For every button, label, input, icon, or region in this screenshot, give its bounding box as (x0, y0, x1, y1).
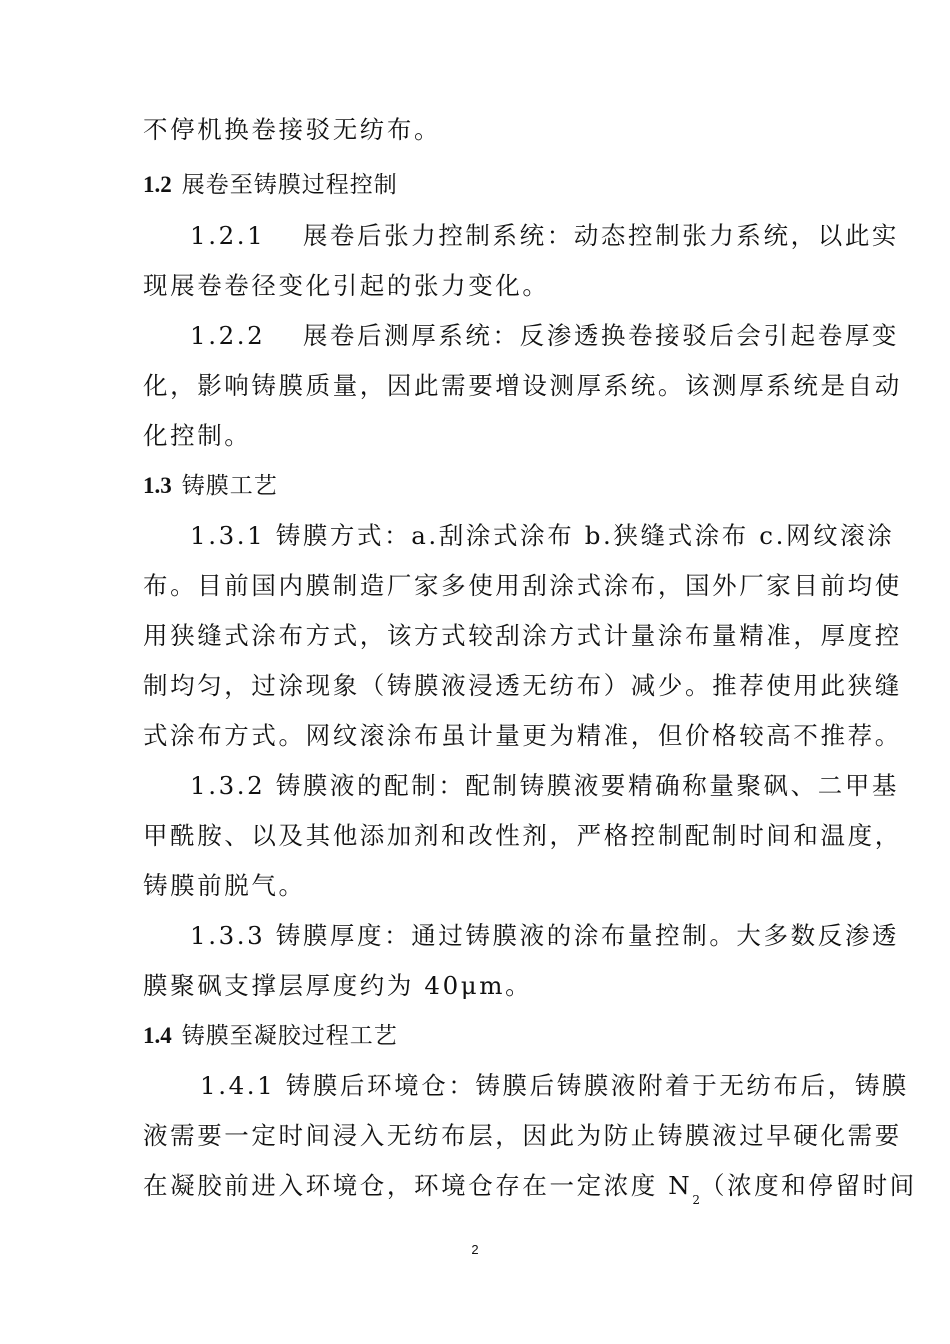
paragraph-line: 1.2.1 展卷后张力控制系统：动态控制张力系统，以此实 (190, 221, 900, 250)
page-number: 2 (471, 1242, 479, 1257)
paragraph-line: 化，影响铸膜质量，因此需要增设测厚系统。该测厚系统是自动 (143, 371, 902, 400)
heading-text: 展卷至铸膜过程控制 (181, 172, 398, 198)
paragraph-line: 液需要一定时间浸入无纺布层，因此为防止铸膜液过早硬化需要 (143, 1121, 902, 1150)
paragraph-line: 布。目前国内膜制造厂家多使用刮涂式涂布，国外厂家目前均使 (143, 571, 902, 600)
paragraph-line: 化控制。 (143, 421, 252, 450)
line-text: 在凝胶前进入环境仓，环境仓存在一定浓度 N (143, 1171, 693, 1200)
section-heading-1-4 (143, 1024, 398, 1048)
paragraph-line: 1.3.2 铸膜液的配制：配制铸膜液要精确称量聚砜、二甲基 (190, 771, 900, 800)
paragraph-line: 式涂布方式。网纹滚涂布虽计量更为精准，但价格较高不推荐。 (143, 721, 902, 750)
line-text: （浓度和停留时间 (699, 1171, 917, 1200)
paragraph-line: 用狭缝式涂布方式，该方式较刮涂方式计量涂布量精准，厚度控 (143, 621, 902, 650)
paragraph-line: 甲酰胺、以及其他添加剂和改性剂，严格控制配制时间和温度， (143, 821, 902, 850)
section-heading-1-3 (143, 474, 278, 498)
paragraph-line: 铸膜前脱气。 (143, 871, 306, 900)
paragraph-line: 1.2.2 展卷后测厚系统：反渗透换卷接驳后会引起卷厚变 (190, 321, 900, 350)
heading-number: 1.3 (143, 473, 172, 498)
paragraph-line: 1.3.1 铸膜方式：a.刮涂式涂布 b.狭缝式涂布 c.网纹滚涂 (190, 521, 895, 550)
paragraph-line: 制均匀，过涂现象（铸膜液浸透无纺布）减少。推荐使用此狭缝 (143, 671, 902, 700)
paragraph-line (143, 1171, 917, 1207)
paragraph-line: 1.3.3 铸膜厚度：通过铸膜液的涂布量控制。大多数反渗透 (190, 921, 900, 950)
paragraph-line: 膜聚砜支撑层厚度约为 40μm。 (143, 971, 533, 1000)
heading-number: 1.4 (143, 1023, 172, 1048)
subscript: 2 (692, 1193, 700, 1207)
heading-number: 1.2 (143, 172, 172, 197)
heading-text: 铸膜工艺 (181, 473, 278, 499)
paragraph-line: 1.4.1 铸膜后环境仓：铸膜后铸膜液附着于无纺布后，铸膜 (200, 1071, 910, 1100)
paragraph-line: 现展卷卷径变化引起的张力变化。 (143, 271, 550, 300)
heading-text: 铸膜至凝胶过程工艺 (181, 1023, 398, 1049)
section-heading-1-2 (143, 173, 398, 197)
paragraph-line: 不停机换卷接驳无纺布。 (143, 115, 442, 144)
